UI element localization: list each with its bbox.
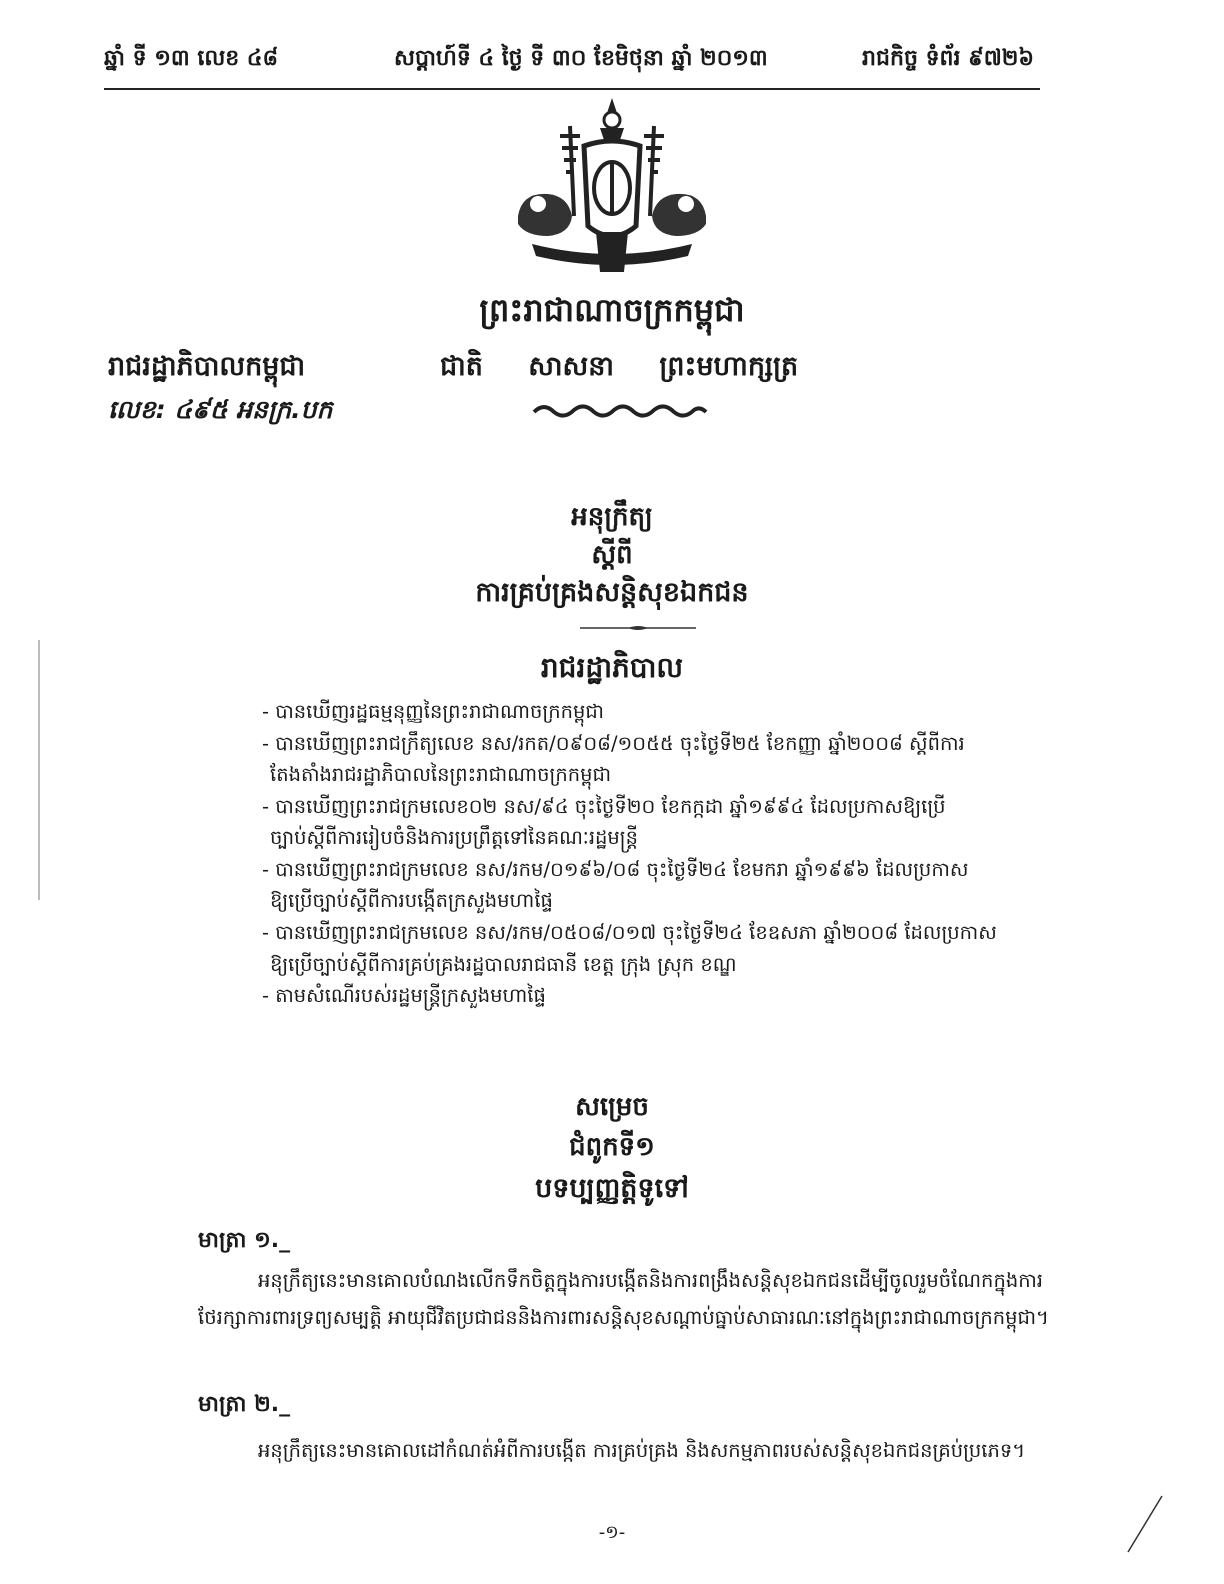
- motto-ornament: [530, 400, 710, 420]
- decision-heading: សម្រេច: [575, 1092, 649, 1122]
- title-divider-ornament: [578, 624, 698, 632]
- preamble-item: - តាមសំណើរបស់រដ្ឋមន្ត្រីក្រសួងមហាផ្ទៃ: [262, 984, 546, 1008]
- motto-religion: សាសនា: [528, 351, 614, 382]
- motto-king: ព្រះមហាក្សត្រ: [659, 351, 799, 382]
- scan-margin-line: [38, 640, 40, 900]
- preamble-item: - បានឃើញព្រះរាជក្រឹត្យលេខ នស/រកត/០៩០៨/១០៥៥ ចុះថ្ងៃទី២៥ ខែកញ្ញា ឆ្នាំ២០០៨ ស្តីពីការ: [262, 731, 965, 755]
- national-motto: [440, 350, 834, 389]
- article-1-label: មាត្រា ១._: [198, 1228, 291, 1253]
- preamble-item: - បានឃើញព្រះរាជក្រមលេខ នស/រកម/០១៩៦/០៨ ចុះថ្ងៃទី២៤ ខែមករា ឆ្នាំ១៩៩៦ ដែលប្រកាស: [262, 857, 969, 881]
- kingdom-title: ព្រះរាជាណាចក្រកម្ពុជា: [479, 291, 745, 329]
- decree-on: ស្តីពី: [591, 540, 633, 570]
- preamble-item-continuation: ឱ្យប្រើច្បាប់ស្តីពីការបង្កើតក្រសួងមហាផ្ទៃ: [270, 889, 553, 913]
- preamble-list: [262, 696, 1092, 1012]
- scan-corner-mark: [1124, 1494, 1164, 1554]
- motto-nation: ជាតិ: [440, 351, 483, 382]
- chapter-title: បទប្បញ្ញត្តិទូទៅ: [535, 1173, 689, 1204]
- preamble-item: - បានឃើញព្រះរាជក្រមលេខ០២ នស/៩៤ ចុះថ្ងៃទី២០ ខែកក្កដា ឆ្នាំ១៩៩៤ ដែលប្រកាសឱ្យប្រើ: [262, 794, 946, 818]
- preamble-item-continuation: ច្បាប់ស្តីពីការរៀបចំនិងការប្រព្រឹត្តទៅនៃគណៈរដ្ឋមន្ត្រី: [270, 826, 638, 850]
- header-date: សប្តាហ៍ទី ៤ ថ្ងៃ ទី ៣០ ខែមិថុនា ឆ្នាំ ២០១៣: [394, 46, 768, 71]
- article-2-body: អនុក្រឹត្យនេះមានគោលដៅកំណត់អំពីការបង្កើត ការគ្រប់គ្រង និងសកម្មភាពរបស់សន្តិសុខឯកជនគ្រប់ប្រភេទ។: [258, 1439, 1026, 1462]
- article-1-body: អនុក្រឹត្យនេះមានគោលបំណងលើកទឹកចិត្តក្នុងការបង្កើតនិងការពង្រឹងសន្តិសុខឯកជនដើម្បីចូលរួមចំណែកក្នុងការថែរក្សាការពារទ្រព្យសម្បត្តិ អាយុជីវិតប្រជាជននិងការពារសន្តិសុខសណ្តាប់ធ្នាប់សាធារណៈនៅក្នុងព្រះរាជាណាចក្រកម្ពុជា។: [198, 1269, 1049, 1330]
- decree-type: អនុក្រឹត្យ: [571, 502, 653, 532]
- header-page-ref: រាជកិច្ច ទំព័រ ៩៧២៦: [862, 46, 1034, 71]
- header-divider: [104, 88, 1040, 90]
- government-heading: រាជរដ្ឋាភិបាល: [540, 651, 684, 684]
- preamble-item: - បានឃើញរដ្ឋធម្មនុញ្ញនៃព្រះរាជាណាចក្រកម្ពុជា: [262, 700, 604, 723]
- preamble-item-continuation: ឱ្យប្រើច្បាប់ស្តីពីការគ្រប់គ្រងរដ្ឋបាលរាជធានី ខេត្ត ក្រុង ស្រុក ខណ្ឌ: [270, 952, 737, 976]
- preamble-item: - បានឃើញព្រះរាជក្រមលេខ នស/រកម/០៥០៨/០១៧ ចុះថ្ងៃទី២៤ ខែឧសភា ឆ្នាំ២០០៨ ដែលប្រកាស: [262, 921, 997, 945]
- royal-coat-of-arms: [512, 96, 712, 276]
- government-name: រាជរដ្ឋាភិបាលកម្ពុជា: [108, 351, 306, 382]
- article-2-label: មាត្រា ២._: [198, 1392, 291, 1417]
- chapter-number: ជំពូកទី១: [569, 1132, 655, 1162]
- preamble-item-continuation: តែងតាំងរាជរដ្ឋាភិបាលនៃព្រះរាជាណាចក្រកម្ពុជា: [270, 763, 612, 787]
- header-issue: ឆ្នាំ ទី ១៣ លេខ ៤៨: [104, 46, 279, 71]
- document-number: លេខ: ៤៩៥ អនក្រ.បក: [108, 395, 333, 424]
- page-number: -១-: [598, 1522, 626, 1543]
- decree-subject: ការគ្រប់គ្រងសន្តិសុខឯកជន: [475, 577, 749, 608]
- gazette-header: [104, 44, 1034, 78]
